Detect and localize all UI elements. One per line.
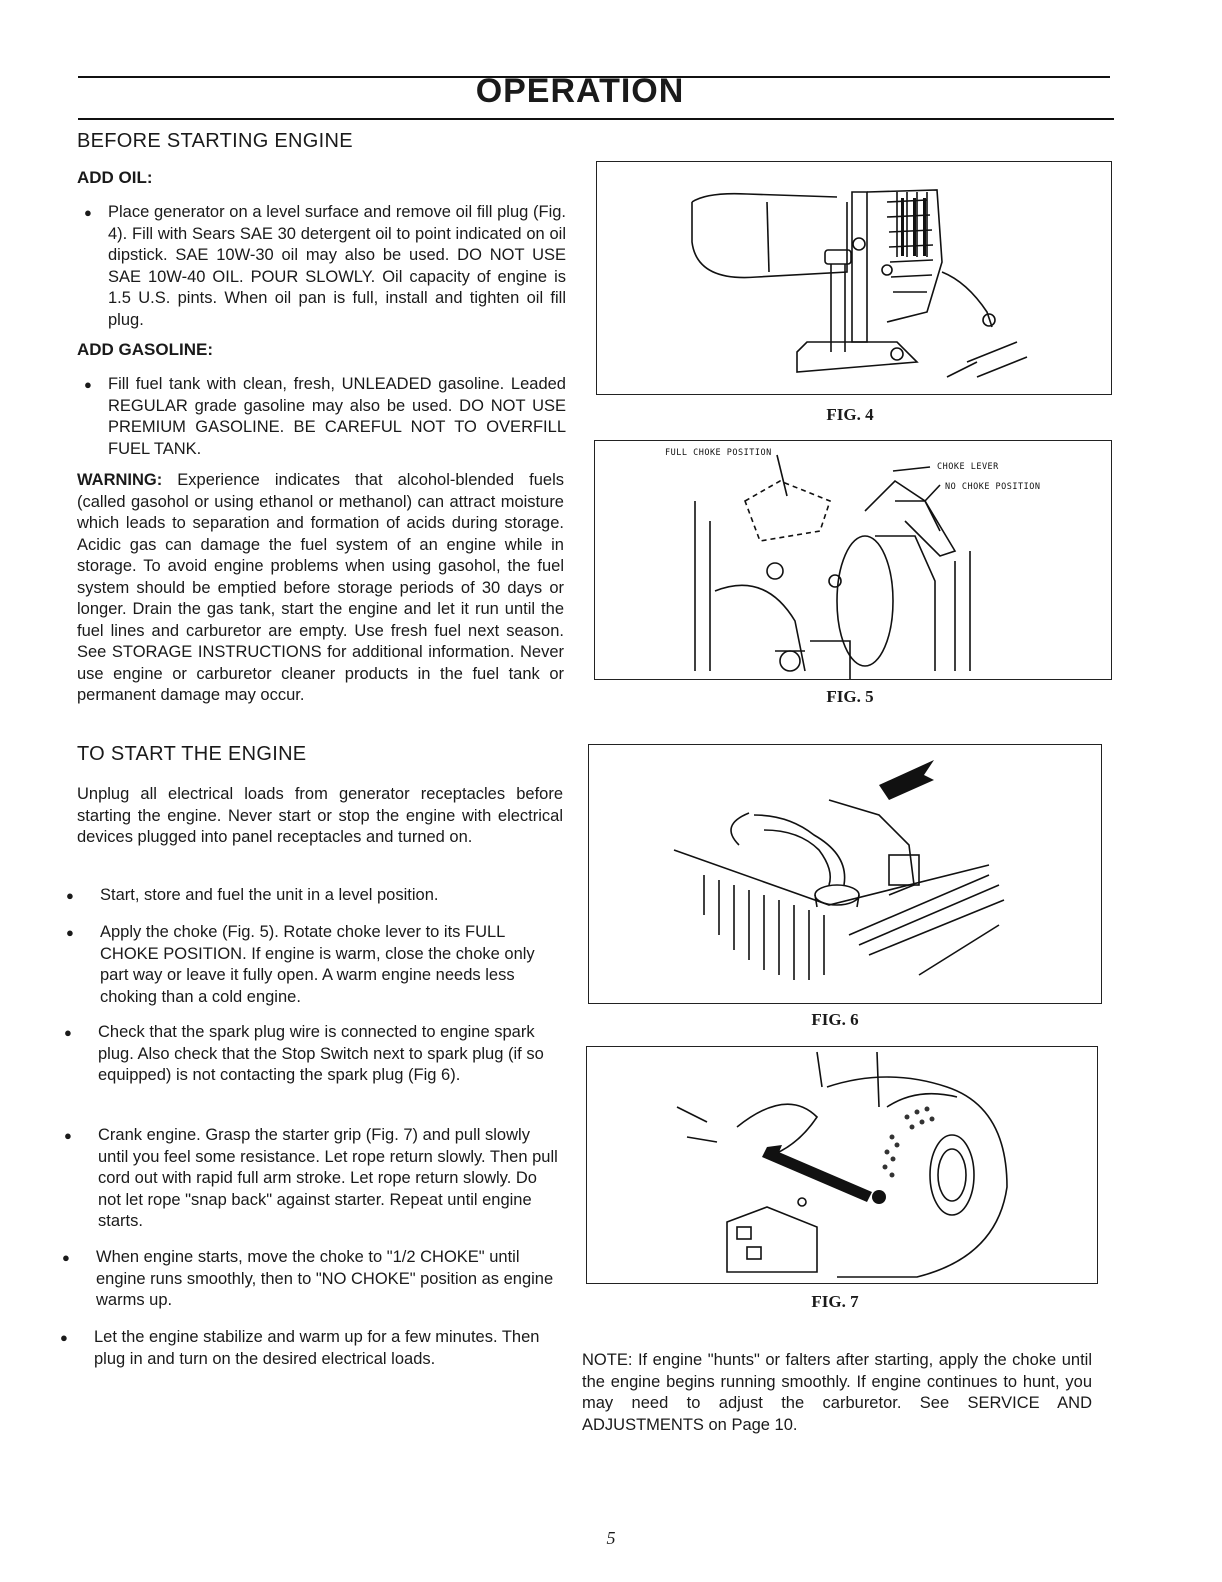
bullet-dot: ● [64,1025,72,1040]
bullet-dot: ● [64,1128,72,1143]
figure-6-spark-plug [588,744,1102,1004]
bullet-dot: ● [84,377,92,392]
figure-6-caption: FIG. 6 [811,1010,859,1029]
bullet-dot: ● [62,1250,70,1265]
note-text: If engine "hunts" or falters after starting, apply the choke until the engine begins running smoothly. If engine continues to hunt, you may need to adjust the carburetor. See SERVICE AND ADJUSTMENTS on Page 10. [582,1351,1092,1434]
bullet-dot: ● [84,205,92,220]
bullet-dot: ● [60,1330,68,1345]
note-label: NOTE: [582,1351,633,1369]
bullet-dot: ● [66,925,74,940]
start-bullet-6: Let the engine stabilize and warm up for a few minutes. Then plug in and turn on the desired electrical loads. [94,1328,540,1368]
start-bullet-4: Crank engine. Grasp the starter grip (Fig. 7) and pull slowly until you feel some resistance. Let rope return slowly. Then pull cord out with rapid full arm stroke. Let rope return slowly. Do not let rope "snap back" against starter. Repeat until engine starts. [98,1126,558,1230]
start-bullet-2: Apply the choke (Fig. 5). Rotate choke lever to its FULL CHOKE POSITION. If engine is warm, close the choke only part way or leave it fully open. A warm engine needs less choking than a cold engine. [100,923,535,1006]
start-bullet-5: When engine starts, move the choke to "1/2 CHOKE" until engine runs smoothly, then to "NO CHOKE" position as engine warms up. [96,1248,554,1309]
figure-5-choke-lever [594,440,1112,680]
spark-plug-wire-illustration [589,745,1101,1003]
start-bullet-3: Check that the spark plug wire is connected to engine spark plug. Also check that the Stop Switch next to spark plug (if so equipped) is not contacting the spark plug (Fig 6). [98,1023,544,1084]
add-gasoline-heading: ADD GASOLINE: [77,340,213,359]
warning-label: WARNING: [77,471,163,489]
figure-7-caption: FIG. 7 [811,1292,859,1311]
page-number: 5 [606,1528,616,1548]
figure-4-oil-fill-plug [596,161,1112,395]
bullet-dot: ● [66,888,74,903]
add-gasoline-text: Fill fuel tank with clean, fresh, UNLEADED gasoline. Leaded REGULAR grade gasoline may also be used. DO NOT USE PREMIUM GASOLINE. BE CAREFUL NOT TO OVERFILL FUEL TANK. [108,375,566,458]
recoil-starter-illustration [587,1047,1097,1283]
start-intro: Unplug all electrical loads from generator receptacles before starting the engine. Never start or stop the engine with electrical devices plugged into panel receptacles and turned on. [77,785,563,846]
start-bullet-1: Start, store and fuel the unit in a level position. [100,886,439,904]
label-no-choke-position: NO CHOKE POSITION [945,482,1041,492]
figure-5-caption: FIG. 5 [826,687,874,706]
page-title: OPERATION [475,72,685,110]
warning-paragraph [77,470,564,707]
add-oil-text: Place generator on a level surface and remove oil fill plug (Fig. 4). Fill with Sears SAE 30 detergent oil to point indicated on oil dipstick. SAE 10W-30 oil may also be used. DO NOT USE SAE 10W-40 OIL. POUR SLOWLY. Oil capacity of engine is 1.5 U.S. pints. When oil pan is full, install and tighten oil fill plug. [108,203,566,329]
choke-lever-illustration [595,441,1111,679]
section-title-before-starting: BEFORE STARTING ENGINE [77,130,353,152]
engine-oil-fill-illustration [597,162,1111,394]
figure-7-starter-grip [586,1046,1098,1284]
figure-4-caption: FIG. 4 [826,405,874,424]
section-title-start-engine: TO START THE ENGINE [77,743,307,765]
label-choke-lever: CHOKE LEVER [937,462,999,472]
warning-text: Experience indicates that alcohol-blended fuels (called gasohol or using ethanol or methanol) can attract moisture which leads to separation and formation of acids during storage. Acidic gas can damage the fuel system of an engine while in storage. To avoid engine problems when using gasohol, the fuel system should be emptied before storage periods of 30 days or longer. Drain the gas tank, start the engine and let it run until the fuel lines and carburetor are empty. Use fresh fuel next season. See STORAGE INSTRUCTIONS for additional information. Never use engine or carburetor cleaner products in the fuel tank or permanent damage may occur. [77,471,564,704]
label-full-choke-position: FULL CHOKE POSITION [665,448,772,458]
note-paragraph [582,1350,1092,1436]
add-oil-heading: ADD OIL: [77,168,153,187]
header-bottom-rule [78,118,1114,120]
